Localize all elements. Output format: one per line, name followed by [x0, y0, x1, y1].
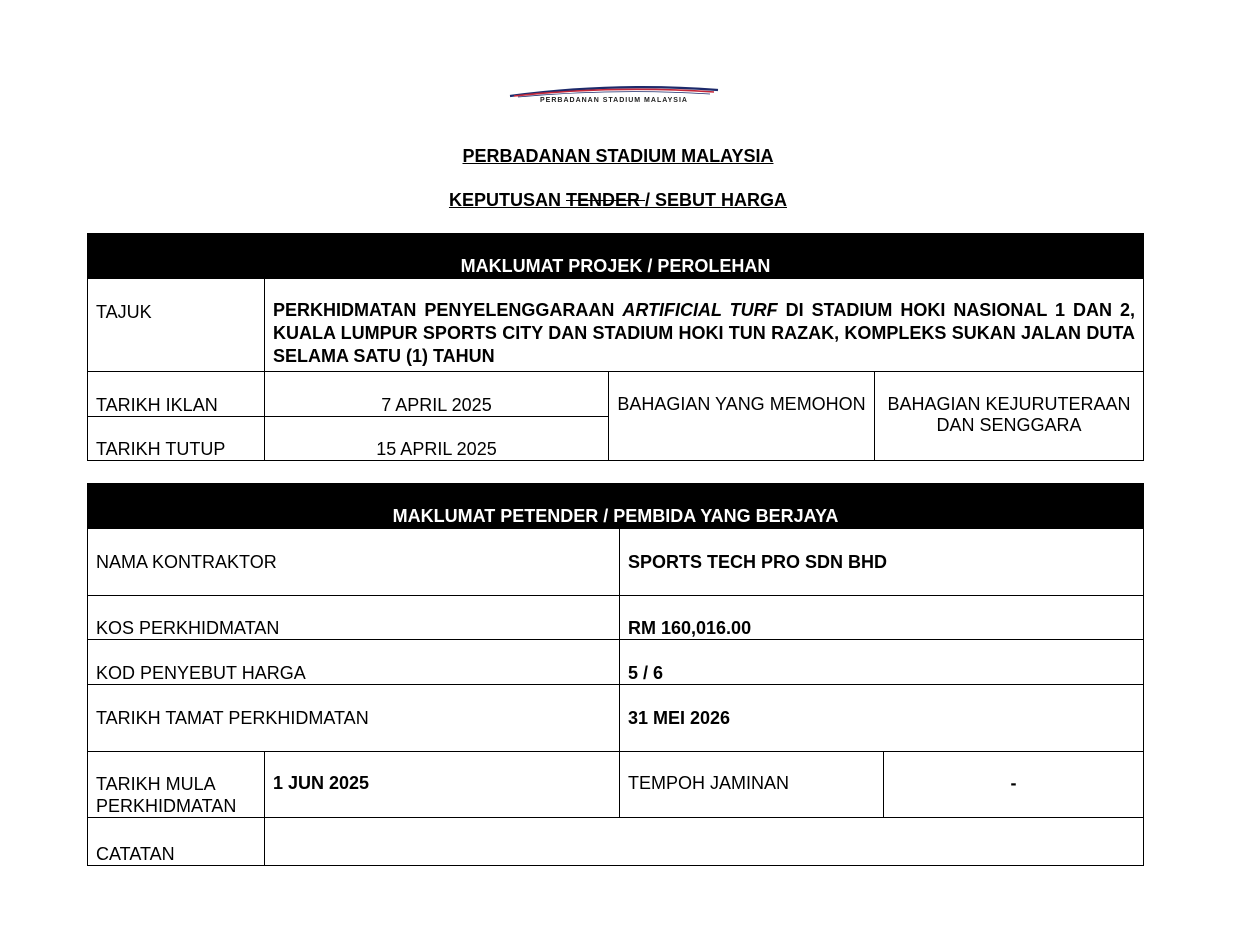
decision-title	[0, 190, 1236, 211]
project-info-table	[87, 233, 1144, 461]
kontraktor-value: SPORTS TECH PRO SDN BHD	[620, 529, 1144, 596]
logo-text: PERBADANAN STADIUM MALAYSIA	[540, 97, 688, 104]
kod-value: 5 / 6	[620, 640, 1144, 685]
tajuk-value	[265, 279, 1144, 372]
tajuk-part2: DI STADIUM HOKI NASIONAL 1 DAN 2, KUALA LUMPUR SPORTS CITY DAN STADIUM HOKI TUN RAZAK, KOMPLEKS SUKAN JALAN DUTA SELAMA SATU (1) TAHUN	[273, 300, 1135, 366]
tajuk-italic: ARTIFICIAL TURF	[622, 300, 778, 320]
tajuk-label: TAJUK	[88, 279, 265, 372]
organization-title: PERBADANAN STADIUM MALAYSIA	[462, 146, 774, 166]
jaminan-value: -	[884, 752, 1144, 818]
catatan-value	[265, 818, 1144, 866]
tajuk-part1: PERKHIDMATAN PENYELENGGARAAN	[273, 300, 623, 320]
project-heading: MAKLUMAT PROJEK / PEROLEHAN	[88, 234, 1144, 279]
tarikh-tutup-label: TARIKH TUTUP	[88, 417, 265, 461]
decision-struck-word: TENDER	[565, 190, 645, 210]
bahagian-value: BAHAGIAN KEJURUTERAAN DAN SENGGARA	[875, 372, 1144, 461]
kod-label: KOD PENYEBUT HARGA	[88, 640, 620, 685]
kos-value: RM 160,016.00	[620, 596, 1144, 640]
catatan-label: CATATAN	[88, 818, 265, 866]
decision-prefix: KEPUTUSAN	[448, 190, 566, 210]
winner-info-table	[87, 483, 1144, 866]
tamat-value: 31 MEI 2026	[620, 685, 1144, 752]
tarikh-iklan-label: TARIKH IKLAN	[88, 372, 265, 417]
jaminan-label: TEMPOH JAMINAN	[620, 752, 884, 818]
tamat-label: TARIKH TAMAT PERKHIDMATAN	[88, 685, 620, 752]
mula-label: TARIKH MULA PERKHIDMATAN	[88, 752, 265, 818]
mula-value: 1 JUN 2025	[265, 752, 620, 818]
organization-logo	[508, 84, 720, 112]
tarikh-tutup-value: 15 APRIL 2025	[265, 417, 609, 461]
kos-label: KOS PERKHIDMATAN	[88, 596, 620, 640]
kontraktor-label: NAMA KONTRAKTOR	[88, 529, 620, 596]
winner-heading: MAKLUMAT PETENDER / PEMBIDA YANG BERJAYA	[88, 484, 1144, 529]
tarikh-iklan-value: 7 APRIL 2025	[265, 372, 609, 417]
decision-suffix: / SEBUT HARGA	[645, 190, 788, 210]
bahagian-label: BAHAGIAN YANG MEMOHON	[609, 372, 875, 461]
